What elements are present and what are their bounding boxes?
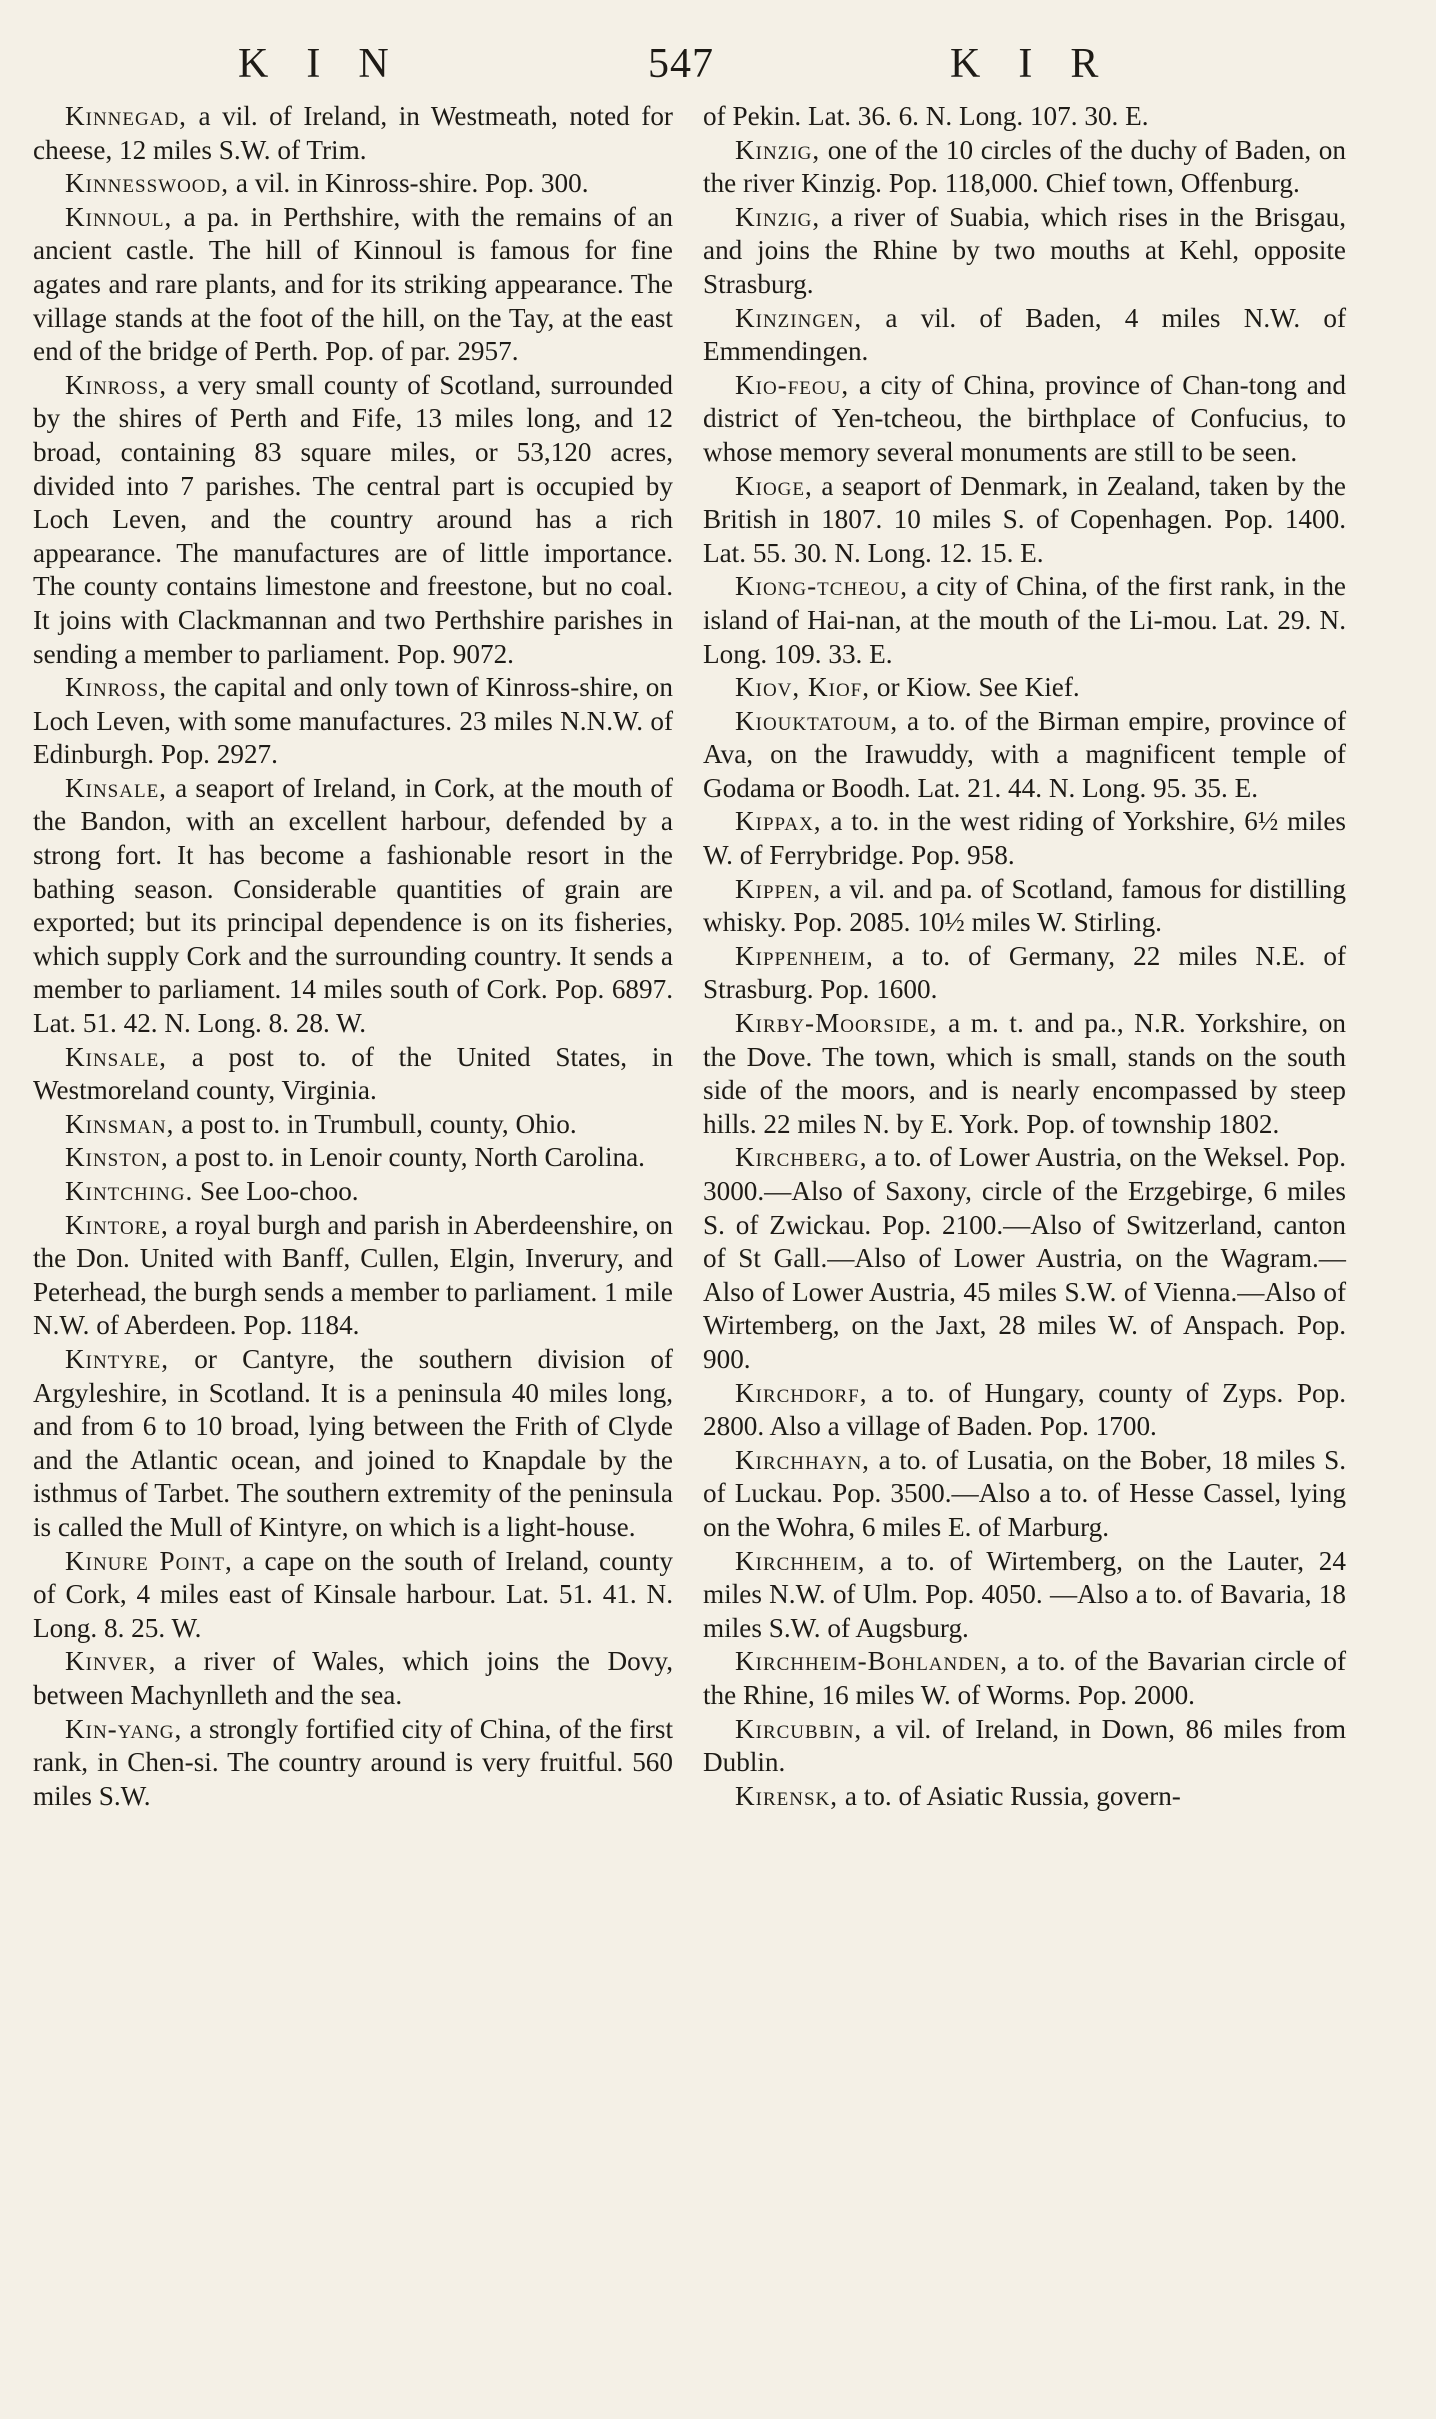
entry-headword: Kinnegad,: [65, 101, 187, 131]
entry-headword: Kircubbin,: [735, 1713, 863, 1744]
dictionary-entry: [703, 100, 1346, 134]
entry-headword: Kinver,: [65, 1646, 157, 1677]
entry-text: a m. t. and pa., N.R. Yorkshire, on the Dove. The town, which is small, stands on the south side of the moors, and is nearly encompassed by steep hills. 22 miles N. by E. York. Pop. of township 1802.: [703, 1008, 1346, 1139]
entry-text: a seaport of Denmark, in Zealand, taken by the British in 1807. 10 miles S. of Copenhagen. Pop. 1400. Lat. 55. 30. N. Long. 12. 15. E.: [703, 470, 1346, 568]
entry-headword: Kinure Point,: [65, 1545, 233, 1576]
dictionary-entry: [703, 201, 1346, 302]
dictionary-entry: [33, 1141, 673, 1175]
dictionary-entry: [703, 570, 1346, 671]
dictionary-entry: [33, 369, 673, 671]
entry-headword: Kiov, Kiof,: [735, 672, 871, 703]
dictionary-entry: [33, 671, 673, 772]
entry-headword: Kintching.: [65, 1176, 194, 1206]
entry-text: a to. of the Bavarian circle of the Rhine, 16 miles W. of Worms. Pop. 2000.: [703, 1646, 1346, 1710]
entry-headword: Kinross,: [65, 369, 168, 400]
entry-headword: Kinnoul,: [65, 201, 173, 232]
entry-headword: Kiouktatoum,: [735, 705, 899, 736]
dictionary-entry: [703, 1545, 1346, 1646]
dictionary-entry: [33, 1713, 673, 1814]
dictionary-entry: [33, 1545, 673, 1646]
entry-headword: Kinsman,: [65, 1108, 175, 1139]
dictionary-entry: [33, 201, 673, 369]
entry-headword: Kirchdorf,: [735, 1377, 868, 1408]
entry-headword: Kinross,: [65, 672, 168, 703]
dictionary-entry: [703, 302, 1346, 369]
entry-headword: Kinsale,: [65, 1041, 167, 1072]
entry-text: a vil. and pa. of Scotland, famous for distilling whisky. Pop. 2085. 10½ miles W. Stirling.: [703, 873, 1346, 938]
dictionary-entry: [703, 671, 1346, 705]
dictionary-entry: [703, 1645, 1346, 1712]
entry-headword: Kippenheim,: [735, 940, 874, 971]
entry-text: a vil. in Kinross-shire. Pop. 300.: [229, 168, 589, 199]
entry-text: a to. in the west riding of Yorkshire, 6½ miles W. of Ferrybridge. Pop. 958.: [703, 806, 1346, 871]
dictionary-entry: [703, 134, 1346, 201]
entry-text: a to. of the Birman empire, province of Ava, on the Irawuddy, with a magnificent temple of Godama or Boodh. Lat. 21. 44. N. Long. 95. 35. E.: [703, 705, 1346, 803]
dictionary-entry: [703, 470, 1346, 571]
dictionary-entry: [703, 369, 1346, 470]
entry-headword: Kirchheim-Bohlanden,: [735, 1646, 1009, 1677]
dictionary-entry: [33, 1175, 673, 1209]
dictionary-entry: [33, 1343, 673, 1545]
dictionary-entry: [33, 1645, 673, 1712]
running-header: [0, 40, 1436, 90]
page-number: 547: [648, 41, 714, 87]
right-column: [703, 100, 1346, 1813]
entry-headword: Kin-yang,: [65, 1713, 183, 1744]
entry-text: a vil. of Baden, 4 miles N.W. of Emmendingen.: [703, 302, 1346, 367]
entry-text: a post to. of the United States, in Westmoreland county, Virginia.: [33, 1041, 673, 1106]
dictionary-entry: [33, 1041, 673, 1108]
dictionary-entry: [703, 940, 1346, 1007]
entry-text: a to. of Lower Austria, on the Weksel. Pop. 3000.—Also of Saxony, circle of the Erzgebirge, 6 miles S. of Zwickau. Pop. 2100.—Also of Switzerland, canton of St Gall.—Also of Lower Austria, on the Wagram.—Also of Lower Austria, 45 miles S.W. of Vienna.—Also of Wirtemberg, on the Jaxt, 28 miles W. of Anspach. Pop. 900.: [703, 1142, 1346, 1374]
entry-headword: Kirchheim,: [735, 1545, 866, 1576]
entry-text: a vil. of Ireland, in Down, 86 miles from Dublin.: [703, 1713, 1346, 1778]
dictionary-entry: [33, 1209, 673, 1343]
dictionary-entry: [33, 100, 673, 167]
entry-headword: Kinsale,: [65, 772, 167, 803]
entry-headword: Kirchhayn,: [735, 1444, 870, 1475]
entry-headword: Kinnesswood,: [65, 168, 230, 199]
entry-headword: Kinston,: [65, 1142, 169, 1173]
entry-text: a seaport of Ireland, in Cork, at the mouth of the Bandon, with an excellent harbour, defended by a strong fort. It has become a fashionable resort in the bathing season. Considerable quantities of grain are exported; but its principal dependence is on its fisheries, which supply Cork and the surrounding country. It sends a member to parliament. 14 miles south of Cork. Pop. 6897. Lat. 51. 42. N. Long. 8. 28. W.: [33, 772, 673, 1039]
entry-text: a post to. in Lenoir county, North Carolina.: [168, 1142, 645, 1173]
entry-headword: Kirby-Moorside,: [735, 1008, 938, 1039]
dictionary-entry: [703, 1444, 1346, 1545]
entry-text: the capital and only town of Kinross-shire, on Loch Leven, with some manufactures. 23 miles N.N.W. of Edinburgh. Pop. 2927.: [33, 672, 673, 770]
entry-text: a to. of Germany, 22 miles N.E. of Strasburg. Pop. 1600.: [703, 940, 1346, 1005]
entry-text: a river of Wales, which joins the Dovy, between Machynlleth and the sea.: [33, 1646, 673, 1710]
entry-text: or Cantyre, the southern division of Argyleshire, in Scotland. It is a peninsula 40 miles long, and from 6 to 10 broad, lying between the Frith of Clyde and the Atlantic ocean, and joined to Knapdale by the isthmus of Tarbet. The southern extremity of the peninsula is called the Mull of Kintyre, on which is a light-house.: [33, 1343, 673, 1542]
dictionary-entry: [703, 1780, 1346, 1814]
entry-headword: Kiong-tcheou,: [735, 571, 909, 602]
header-right-guide-word: KIR: [950, 41, 1137, 87]
dictionary-entry: [703, 1141, 1346, 1376]
entry-headword: Kioge,: [735, 470, 813, 501]
entry-text: a vil. of Ireland, in Westmeath, noted for cheese, 12 miles S.W. of Trim.: [33, 101, 673, 165]
entry-text: a strongly fortified city of China, of the first rank, in Chen-si. The country around is very fruitful. 560 miles S.W.: [33, 1713, 673, 1811]
entry-text: a royal burgh and parish in Aberdeenshire, on the Don. United with Banff, Cullen, Elgin, Inverury, and Peterhead, the burgh sends a member to parliament. 1 mile N.W. of Aberdeen. Pop. 1184.: [33, 1209, 673, 1341]
entry-text: a city of China, of the first rank, in the island of Hai-nan, at the mouth of the Li-mou. Lat. 29. N. Long. 109. 33. E.: [703, 571, 1346, 669]
entry-headword: Kintyre,: [65, 1343, 170, 1374]
entry-text: See Loo-choo.: [193, 1176, 359, 1206]
entry-headword: Kirensk,: [735, 1780, 839, 1811]
entry-text: of Pekin. Lat. 36. 6. N. Long. 107. 30. E.: [703, 101, 1149, 131]
dictionary-entry: [703, 1377, 1346, 1444]
entry-text: a post to. in Trumbull, county, Ohio.: [174, 1108, 577, 1139]
entry-text: a to. of Hungary, county of Zyps. Pop. 2800. Also a village of Baden. Pop. 1700.: [703, 1377, 1346, 1442]
entry-text: or Kiow. See Kief.: [870, 672, 1080, 703]
entry-text: a very small county of Scotland, surrounded by the shires of Perth and Fife, 13 miles long, and 12 broad, containing 83 square miles, or 53,120 acres, divided into 7 parishes. The central part is occupied by Loch Leven, and the country around has a rich appearance. The manufactures are of little importance. The county contains limestone and freestone, but no coal. It joins with Clackmannan and two Perthshire parishes in sending a member to parliament. Pop. 9072.: [33, 369, 673, 669]
entry-headword: Kintore,: [65, 1209, 169, 1240]
dictionary-entry: [33, 167, 673, 201]
entry-headword: Kirchberg,: [735, 1142, 868, 1173]
dictionary-entry: [703, 1713, 1346, 1780]
entry-text: a river of Suabia, which rises in the Brisgau, and joins the Rhine by two mouths at Kehl, opposite Strasburg.: [703, 201, 1346, 299]
dictionary-entry: [33, 772, 673, 1041]
entry-headword: Kippax,: [735, 806, 822, 837]
entry-headword: Kinzig,: [735, 134, 821, 165]
entry-text: a city of China, province of Chan-tong and district of Yen-tcheou, the birthplace of Confucius, to whose memory several monuments are still to be seen.: [703, 369, 1346, 467]
entry-headword: Kippen,: [735, 873, 822, 904]
dictionary-entry: [33, 1108, 673, 1142]
entry-headword: Kio-feou,: [735, 369, 850, 400]
dictionary-entry: [703, 873, 1346, 940]
entry-text: a to. of Wirtemberg, on the Lauter, 24 miles N.W. of Ulm. Pop. 4050. —Also a to. of Bavaria, 18 miles S.W. of Augsburg.: [703, 1545, 1346, 1643]
dictionary-entry: [703, 1007, 1346, 1141]
dictionary-entry: [703, 805, 1346, 872]
dictionary-entry: [703, 705, 1346, 806]
entry-text: a to. of Asiatic Russia, govern-: [838, 1780, 1181, 1811]
entry-text: a cape on the south of Ireland, county of Cork, 4 miles east of Kinsale harbour. Lat. 51. 41. N. Long. 8. 25. W.: [33, 1545, 673, 1643]
left-column: [33, 100, 673, 1813]
entry-text: a pa. in Perthshire, with the remains of an ancient castle. The hill of Kinnoul is famous for fine agates and rare plants, and for its striking appearance. The village stands at the foot of the hill, on the Tay, at the east end of the bridge of Perth. Pop. of par. 2957.: [33, 201, 673, 367]
entry-text: one of the 10 circles of the duchy of Baden, on the river Kinzig. Pop. 118,000. Chief town, Offenburg.: [703, 134, 1346, 199]
entry-headword: Kinzig,: [735, 201, 821, 232]
header-left-guide-word: KIN: [238, 41, 427, 87]
entry-headword: Kinzingen,: [735, 302, 863, 333]
entry-text: a to. of Lusatia, on the Bober, 18 miles S. of Luckau. Pop. 3500.—Also a to. of Hesse Cassel, lying on the Wohra, 6 miles E. of Marburg.: [703, 1444, 1346, 1542]
